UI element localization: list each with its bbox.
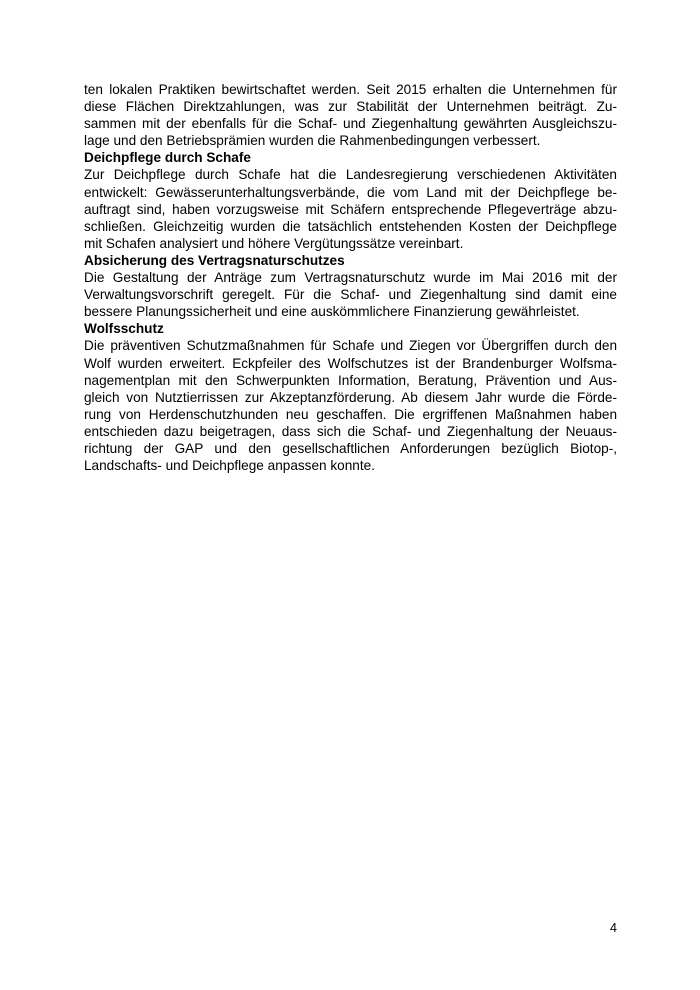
- section-heading: Absicherung des Vertragsnaturschutzes: [84, 252, 345, 268]
- text-line: Die Gestaltung der Anträge zum Vertragsnaturschutz wurde im Mai 2016 mit der: [84, 270, 617, 286]
- text-line: Wolf wurden erweitert. Eckpfeiler des Wolfschutzes ist der Brandenburger Wolfsma-: [84, 355, 617, 371]
- text-line: entschieden dazu beigetragen, dass sich die Schaf- und Ziegenhaltung der Neuaus-: [84, 423, 617, 439]
- text-line: Landschafts- und Deichpflege anpassen konnte.: [84, 458, 375, 474]
- text-line: Zur Deichpflege durch Schafe hat die Landesregierung verschiedenen Aktivitäten: [84, 167, 617, 183]
- text-line: richtung der GAP und den gesellschaftlichen Anforderungen bezüglich Biotop-,: [84, 440, 617, 456]
- text-line: schließen. Gleichzeitig wurden die tatsächlich entstehenden Kosten der Deichpflege: [84, 218, 617, 234]
- text-line: mit Schafen analysiert und höhere Vergütungssätze vereinbart.: [84, 235, 464, 251]
- text-line: diese Flächen Direktzahlungen, was zur Stabilität der Unternehmen beiträgt. Zu-: [84, 99, 617, 115]
- text-line: entwickelt: Gewässerunterhaltungsverbände, die vom Land mit der Deichpflege be-: [84, 184, 617, 200]
- text-line: ten lokalen Praktiken bewirtschaftet werden. Seit 2015 erhalten die Unternehmen für: [84, 82, 617, 97]
- text-line: sammen mit der ebenfalls für die Schaf- und Ziegenhaltung gewährten Ausgleichszu-: [84, 116, 617, 132]
- text-line: auftragt sind, haben vorzugsweise mit Schäfern entsprechende Pflegeverträge abzu-: [84, 201, 617, 217]
- section-heading: Deichpflege durch Schafe: [84, 150, 251, 166]
- text-line: lage und den Betriebsprämien wurden die Rahmenbedingungen verbessert.: [84, 133, 541, 149]
- paragraph-intro: [84, 81, 617, 149]
- text-line: gleich von Nutztierrissen zur Akzeptanzförderung. Ab diesem Jahr wurde die Förde-: [84, 389, 617, 405]
- section-vertragsnaturschutz: [84, 252, 617, 320]
- text-line: nagementplan mit den Schwerpunkten Information, Beratung, Prävention und Aus-: [84, 372, 617, 388]
- text-line: Verwaltungsvorschrift geregelt. Für die Schaf- und Ziegenhaltung sind damit eine: [84, 287, 617, 303]
- section-heading: Wolfsschutz: [84, 321, 164, 337]
- section-wolfsschutz: [84, 320, 617, 474]
- document-page: [84, 81, 617, 474]
- page-number: 4: [610, 921, 617, 935]
- text-line: rung von Herdenschutzhunden neu geschaffen. Die ergriffenen Maßnahmen haben: [84, 406, 617, 422]
- text-line: bessere Planungssicherheit und eine auskömmlichere Finanzierung gewährleistet.: [84, 304, 580, 320]
- section-deichpflege: [84, 149, 617, 252]
- text-line: Die präventiven Schutzmaßnahmen für Schafe und Ziegen vor Übergriffen durch den: [84, 338, 617, 354]
